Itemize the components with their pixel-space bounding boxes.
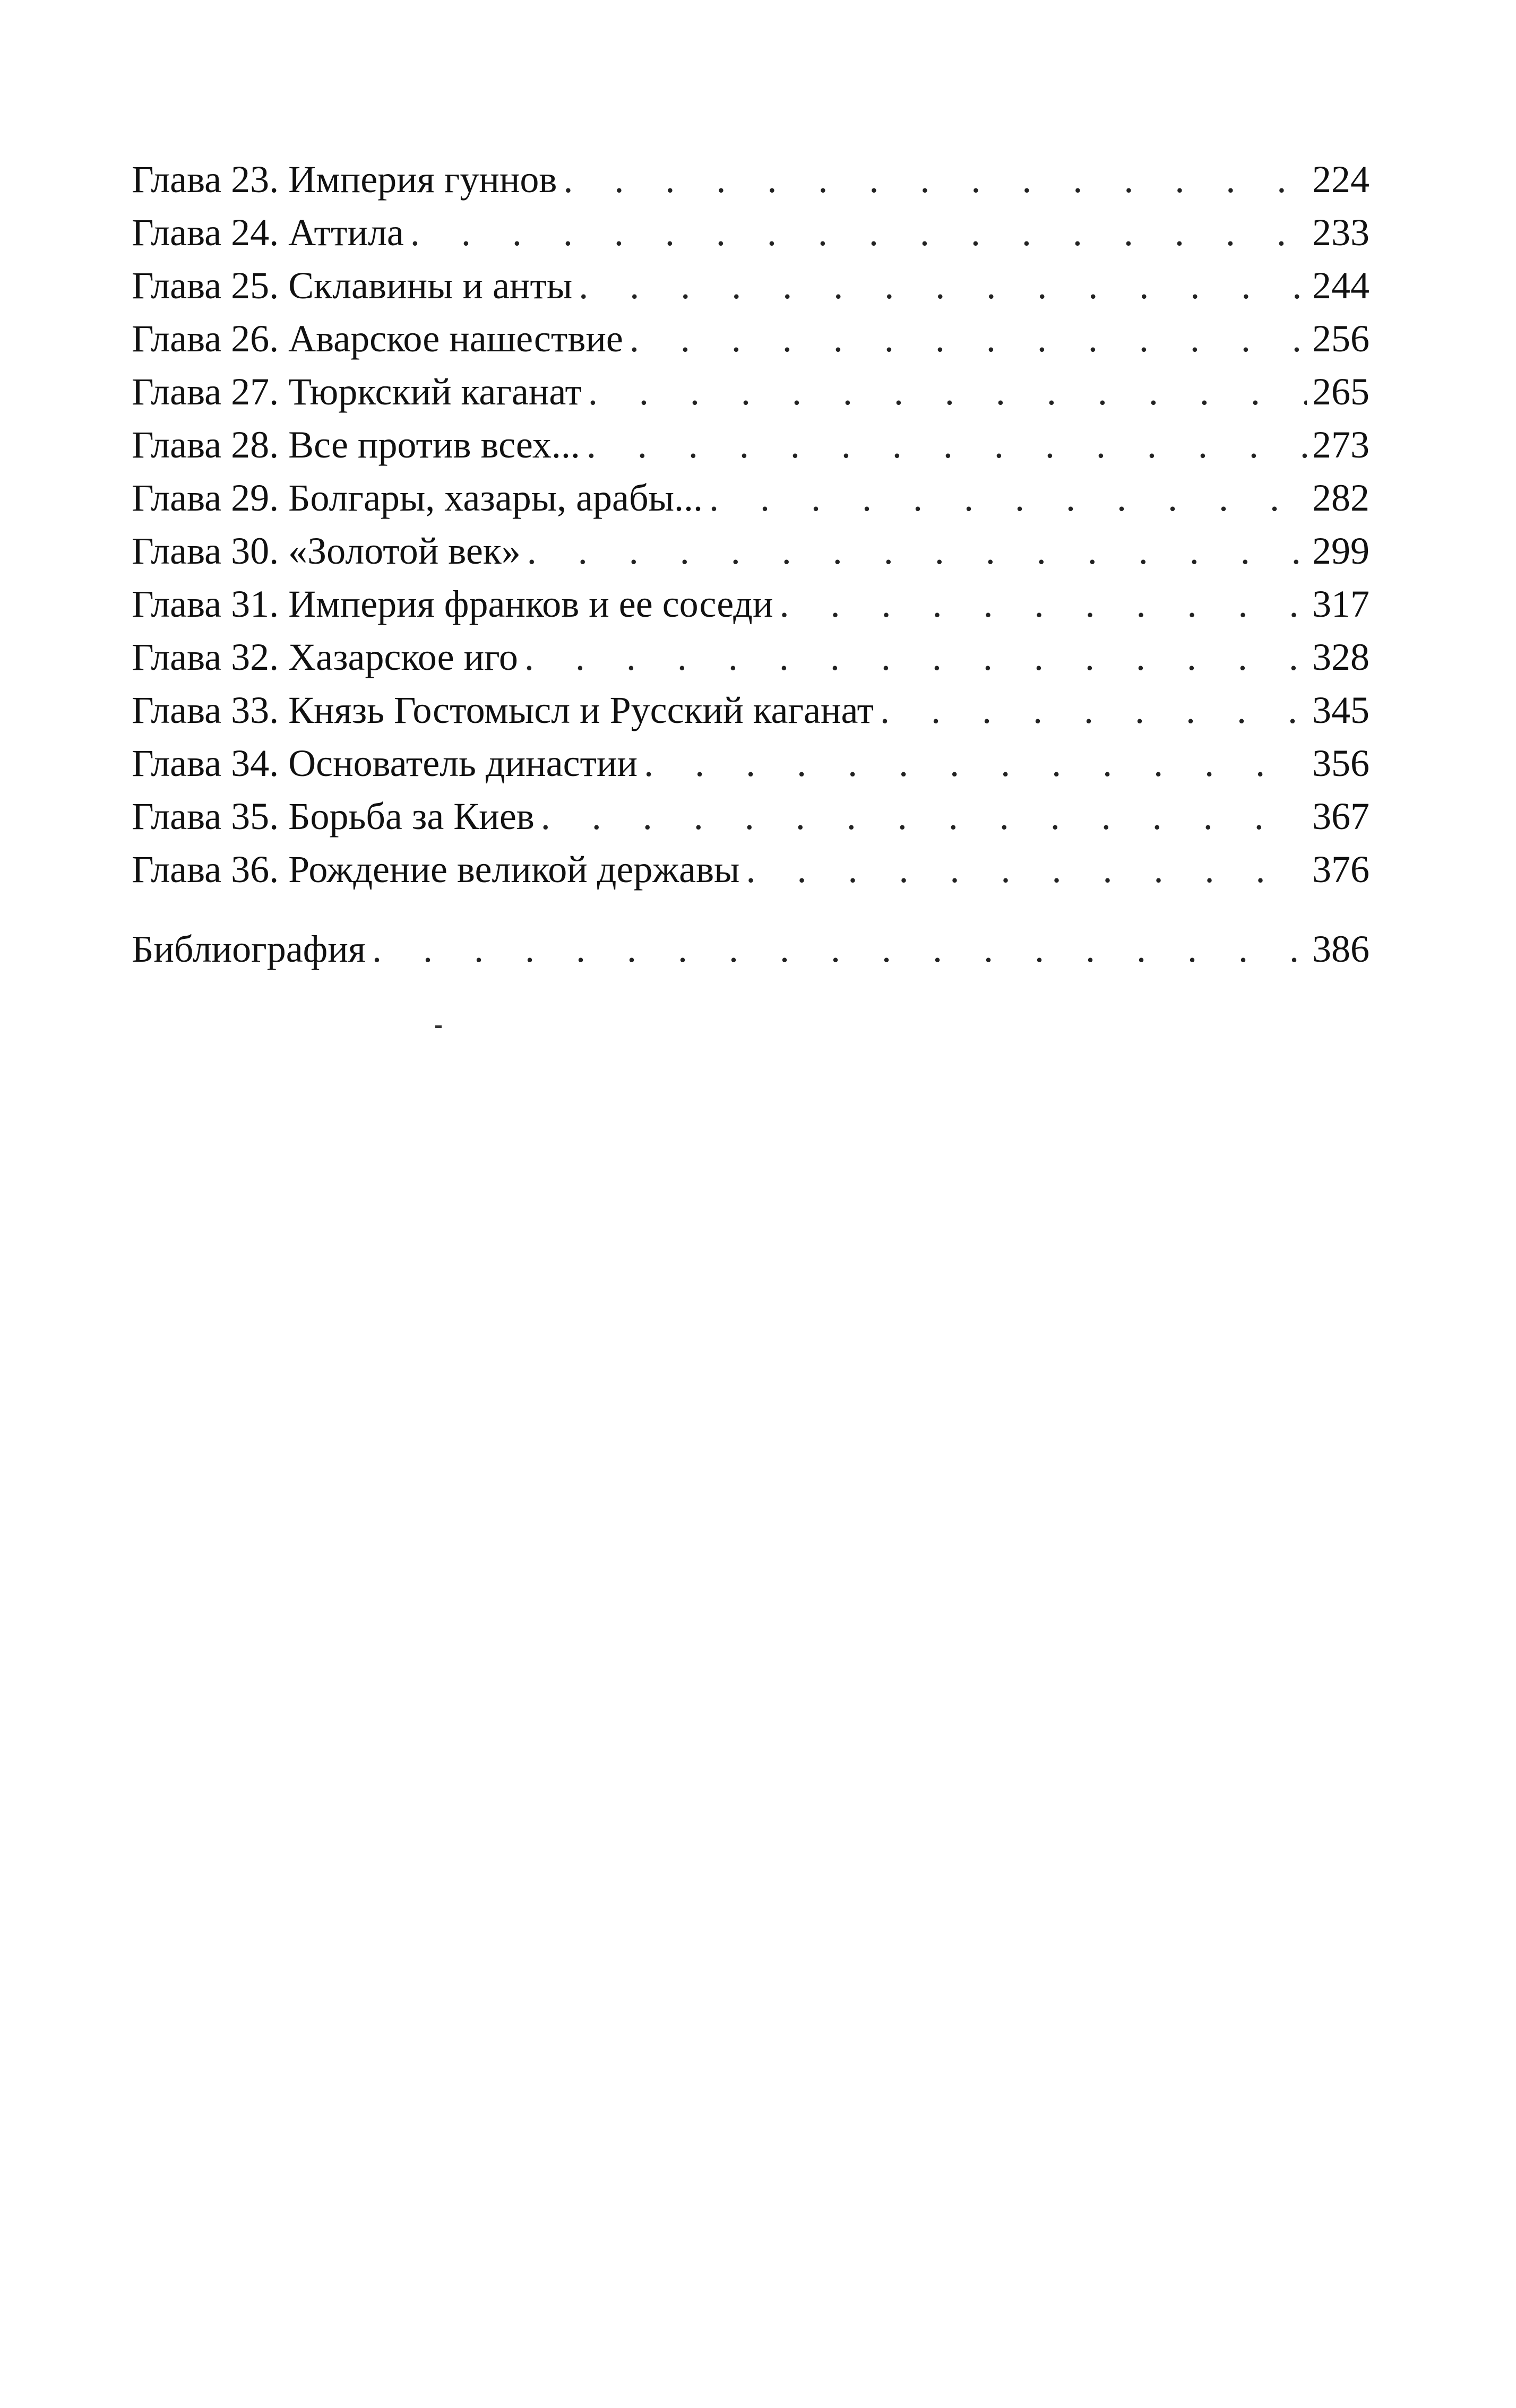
toc-entry-bibliography[interactable] — [132, 922, 1369, 976]
page-number: 317 — [1312, 583, 1369, 625]
chapter-number: Глава 34. — [132, 742, 279, 784]
chapter-title: Болгары, хазары, арабы... — [288, 477, 703, 519]
page-number: 299 — [1312, 530, 1369, 572]
page-number: 386 — [1312, 928, 1369, 970]
chapter-number: Глава 30. — [132, 530, 279, 572]
chapter-title: «Золотой век» — [288, 530, 521, 572]
chapter-number: Глава 28. — [132, 424, 279, 466]
dot-leader — [779, 577, 1307, 631]
toc-entry-chapter-34[interactable] — [132, 737, 1369, 790]
page-number: 273 — [1312, 424, 1369, 466]
chapter-title: Склавины и анты — [288, 264, 573, 307]
chapter-title: Аварское нашествие — [288, 317, 623, 360]
bibliography-title: Библиография — [132, 928, 366, 970]
chapter-number: Глава 31. — [132, 583, 279, 625]
chapter-title: Империя гуннов — [288, 158, 557, 201]
page-number: 345 — [1312, 689, 1369, 731]
section-gap — [132, 896, 1369, 922]
toc-entry-chapter-25[interactable] — [132, 259, 1369, 312]
toc-entry-chapter-26[interactable] — [132, 312, 1369, 365]
dot-leader — [709, 471, 1307, 524]
chapter-number: Глава 35. — [132, 795, 279, 838]
table-of-contents — [132, 153, 1369, 976]
chapter-number: Глава 26. — [132, 317, 279, 360]
toc-entry-chapter-30[interactable] — [132, 524, 1369, 577]
dot-leader — [527, 524, 1307, 577]
toc-entry-chapter-27[interactable] — [132, 365, 1369, 418]
dot-leader — [541, 790, 1307, 843]
toc-entry-chapter-31[interactable] — [132, 577, 1369, 631]
chapter-number: Глава 25. — [132, 264, 279, 307]
chapter-title: Рождение великой державы — [288, 848, 740, 891]
page-number: 376 — [1312, 848, 1369, 891]
toc-entry-chapter-23[interactable] — [132, 153, 1369, 206]
page-number: 244 — [1312, 264, 1369, 307]
page-number: 367 — [1312, 795, 1369, 838]
dot-leader — [746, 843, 1307, 896]
chapter-title: Все против всех... — [288, 424, 580, 466]
dot-leader — [563, 153, 1307, 206]
dot-leader — [880, 684, 1307, 737]
page-number: 224 — [1312, 158, 1369, 201]
chapter-title: Борьба за Киев — [288, 795, 535, 838]
page-number: 233 — [1312, 211, 1369, 254]
page-number: 328 — [1312, 636, 1369, 678]
chapter-title: Империя франков и ее соседи — [288, 583, 773, 625]
dot-leader — [630, 312, 1307, 365]
chapter-number: Глава 29. — [132, 477, 279, 519]
dot-leader — [524, 631, 1307, 684]
dot-leader — [588, 365, 1307, 418]
dot-leader — [579, 259, 1307, 312]
toc-entry-chapter-33[interactable] — [132, 684, 1369, 737]
page-number: 265 — [1312, 370, 1369, 413]
page-number: 256 — [1312, 317, 1369, 360]
toc-entry-chapter-32[interactable] — [132, 631, 1369, 684]
dot-leader — [410, 206, 1307, 259]
chapter-number: Глава 36. — [132, 848, 279, 891]
dot-leader — [644, 737, 1307, 790]
print-speck — [435, 1025, 442, 1028]
dot-leader — [372, 922, 1307, 976]
chapter-number: Глава 23. — [132, 158, 279, 201]
chapter-title: Князь Гостомысл и Русский каганат — [288, 689, 874, 731]
toc-entry-chapter-29[interactable] — [132, 471, 1369, 524]
chapter-title: Тюркский каганат — [288, 370, 582, 413]
toc-entry-chapter-24[interactable] — [132, 206, 1369, 259]
chapter-number: Глава 33. — [132, 689, 279, 731]
toc-entry-chapter-28[interactable] — [132, 418, 1369, 471]
dot-leader — [587, 418, 1307, 471]
toc-entry-chapter-36[interactable] — [132, 843, 1369, 896]
chapter-number: Глава 32. — [132, 636, 279, 678]
chapter-number: Глава 24. — [132, 211, 279, 254]
chapter-number: Глава 27. — [132, 370, 279, 413]
toc-entry-chapter-35[interactable] — [132, 790, 1369, 843]
chapter-title: Основатель династии — [288, 742, 638, 784]
page-number: 356 — [1312, 742, 1369, 784]
chapter-title: Аттила — [288, 211, 404, 254]
chapter-title: Хазарское иго — [288, 636, 518, 678]
page-number: 282 — [1312, 477, 1369, 519]
